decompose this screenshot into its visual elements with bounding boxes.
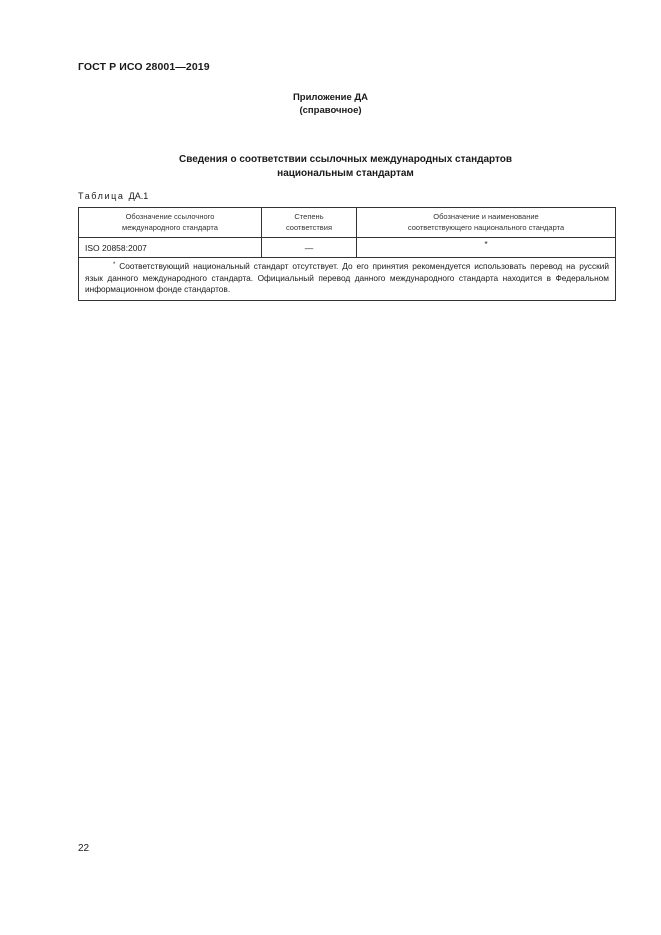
table-caption-label: Таблица xyxy=(78,191,125,201)
section-title xyxy=(0,153,661,180)
cell-national-standard: * xyxy=(357,238,616,258)
section-title-line-2: национальным стандартам xyxy=(277,167,414,179)
table-header-row xyxy=(79,208,616,238)
table-row xyxy=(79,238,616,258)
table-caption-number: ДА.1 xyxy=(128,191,149,201)
annex-title: Приложение ДА xyxy=(292,92,369,103)
column-header-reference-standard: Обозначение ссылочного международного стандарта xyxy=(79,208,262,238)
cell-reference-standard: ISO 20858:2007 xyxy=(79,238,262,258)
footnote-marker: * xyxy=(113,262,116,268)
table-note-row xyxy=(79,258,616,301)
page-number: 22 xyxy=(78,843,90,854)
annex-type: (справочное) xyxy=(299,104,362,116)
annex-heading xyxy=(0,92,661,117)
cell-degree-of-correspondence: — xyxy=(262,238,357,258)
footnote-text: Соответствующий национальный стандарт отсутствует. До его принятия рекомендуется использовать перевод на русский язык данного международного стандарта. Официальный перевод данного международного стандарта находится в Федеральном информационном фонде стандартов. xyxy=(85,261,610,294)
table-footnote xyxy=(79,258,616,301)
standards-correspondence-table xyxy=(78,207,616,301)
column-header-national-standard: Обозначение и наименование соответствующего национального стандарта xyxy=(357,208,616,238)
document-code: ГОСТ Р ИСО 28001—2019 xyxy=(78,61,210,73)
table-caption xyxy=(78,191,148,201)
section-title-line-1: Сведения о соответствии ссылочных международных стандартов xyxy=(178,154,513,165)
column-header-degree-of-correspondence: Степень соответствия xyxy=(262,208,357,238)
